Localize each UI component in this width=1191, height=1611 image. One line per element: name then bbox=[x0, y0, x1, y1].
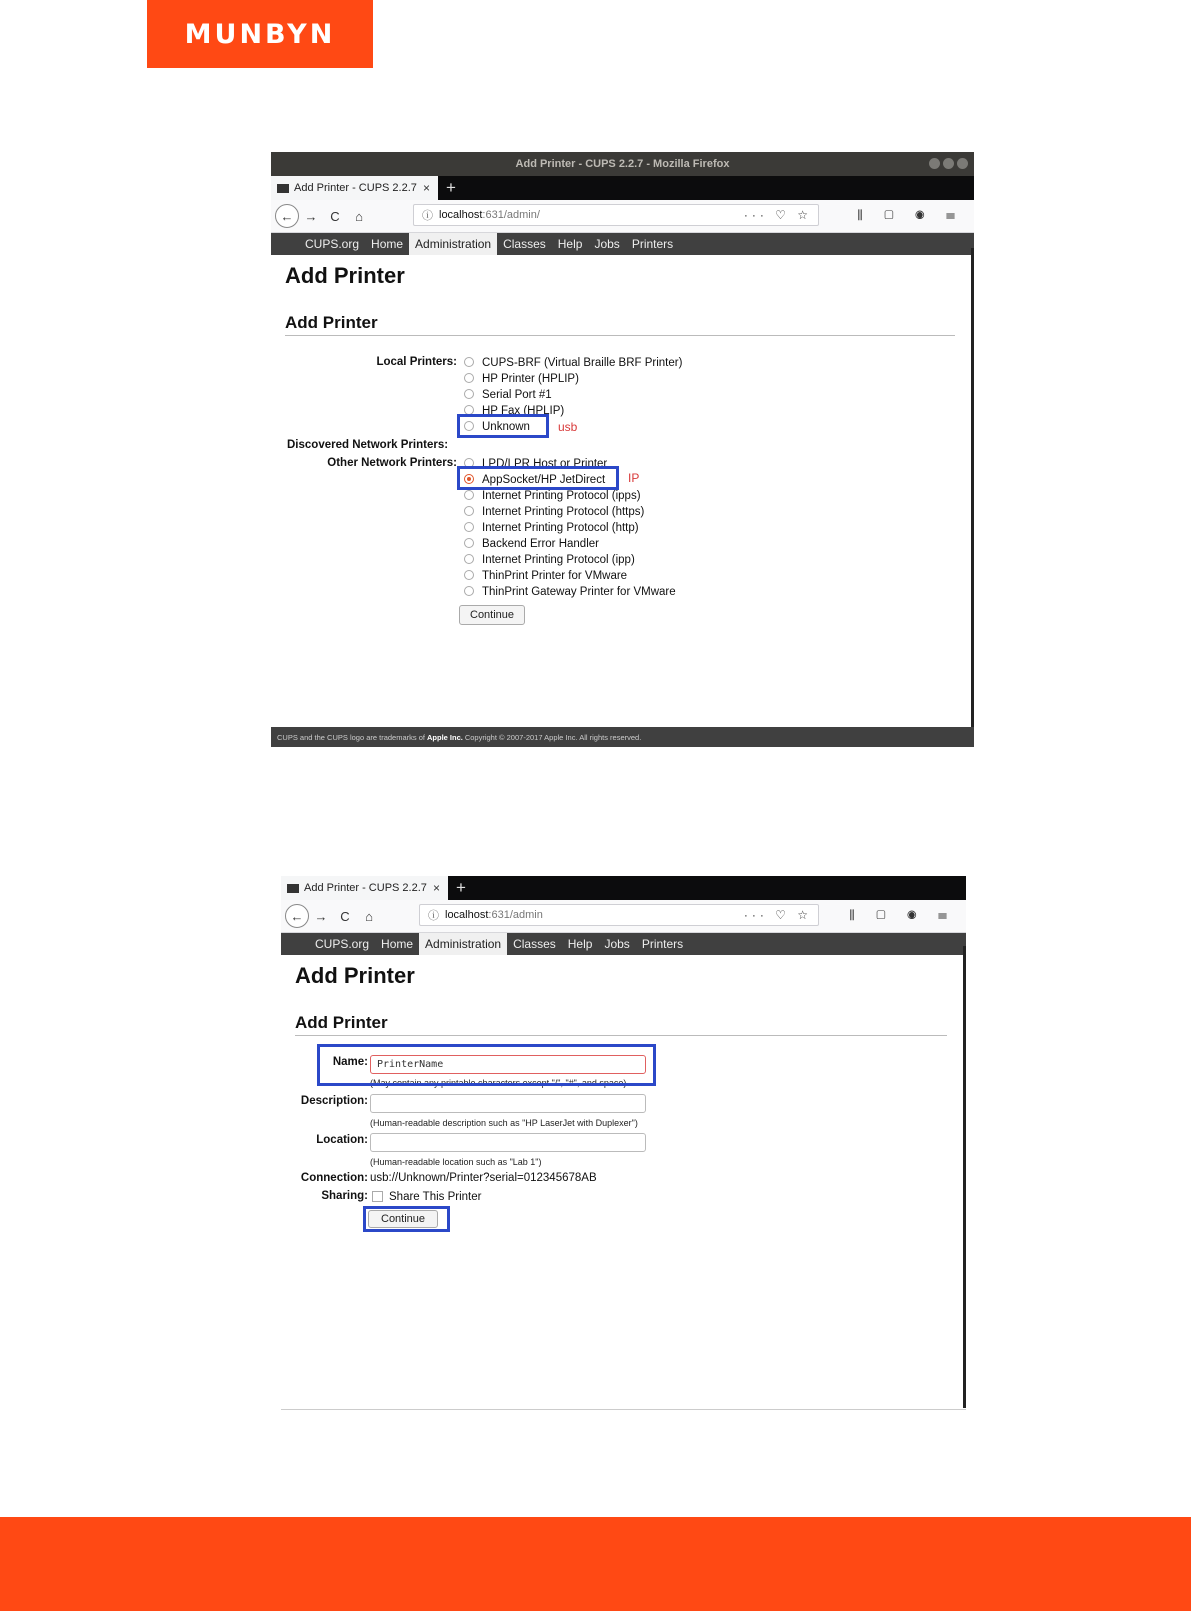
site-info-icon[interactable]: ⓘ bbox=[428, 910, 439, 922]
local-printer-option[interactable]: CUPS-BRF (Virtual Braille BRF Printer) bbox=[464, 357, 682, 369]
nav-administration[interactable]: Administration bbox=[409, 233, 497, 255]
nav-cups-org[interactable]: CUPS.org bbox=[315, 937, 370, 951]
local-printer-unknown[interactable]: Unknown bbox=[464, 421, 530, 433]
section-title: Add Printer bbox=[295, 1013, 947, 1036]
nav-printers[interactable]: Printers bbox=[641, 937, 684, 951]
highlight-unknown bbox=[457, 414, 549, 438]
tab-title: Add Printer - CUPS 2.2.7 bbox=[294, 182, 417, 194]
nav-home[interactable]: Home bbox=[381, 937, 414, 951]
footer-company: Apple Inc. bbox=[427, 732, 463, 742]
cups-nav bbox=[281, 933, 966, 955]
page-content bbox=[271, 255, 974, 344]
network-printer-option[interactable]: ThinPrint Printer for VMware bbox=[464, 570, 627, 582]
local-printer-option[interactable]: HP Printer (HPLIP) bbox=[464, 373, 579, 385]
nav-home[interactable]: Home bbox=[371, 237, 404, 251]
tab-title: Add Printer - CUPS 2.2.7 bbox=[304, 882, 427, 894]
page-title: Add Printer bbox=[295, 963, 415, 988]
screenshot-add-printer-select bbox=[271, 152, 974, 747]
description-hint: (Human-readable description such as "HP LaserJet with Duplexer") bbox=[370, 1118, 638, 1128]
window-edge bbox=[971, 248, 974, 727]
browser-toolbar-icons[interactable]: ⫼ ▢ ◉ ☰ bbox=[849, 908, 956, 922]
discovered-printers-label: Discovered Network Printers: bbox=[287, 439, 449, 451]
sharing-label: Sharing: bbox=[321, 1190, 368, 1202]
back-icon[interactable]: ← bbox=[285, 904, 309, 928]
network-printer-option[interactable]: Backend Error Handler bbox=[464, 538, 599, 550]
section-title: Add Printer bbox=[285, 313, 955, 336]
name-hint: (May contain any printable characters except "/", "#", and space) bbox=[370, 1078, 627, 1088]
other-printers-label: Other Network Printers: bbox=[327, 457, 457, 469]
name-input[interactable]: PrinterName bbox=[370, 1055, 646, 1074]
url-bar[interactable] bbox=[419, 904, 819, 926]
back-icon[interactable]: ← bbox=[275, 204, 299, 228]
page-title: Add Printer bbox=[285, 263, 405, 288]
url-host: localhost bbox=[439, 209, 483, 221]
url-path: :631/admin bbox=[488, 909, 543, 921]
network-printer-appsocket[interactable]: AppSocket/HP JetDirect bbox=[464, 474, 605, 486]
url-path: :631/admin/ bbox=[482, 209, 540, 221]
cups-nav bbox=[271, 233, 974, 255]
nav-jobs[interactable]: Jobs bbox=[594, 237, 620, 251]
nav-help[interactable]: Help bbox=[567, 937, 593, 951]
url-tools-icon[interactable]: ··· ♡ ☆ bbox=[743, 208, 812, 222]
new-tab-icon[interactable]: + bbox=[456, 878, 466, 897]
footer-copyright: Copyright © 2007-2017 Apple Inc. All rights reserved. bbox=[464, 732, 642, 742]
url-host: localhost bbox=[445, 909, 489, 921]
window-title: Add Printer - CUPS 2.2.7 - Mozilla Firefox bbox=[515, 158, 730, 170]
network-printer-option[interactable]: Internet Printing Protocol (ipp) bbox=[464, 554, 635, 566]
brand-footer-band bbox=[0, 1517, 1191, 1611]
page-content bbox=[281, 955, 966, 1044]
munbyn-logo: MUNBYN bbox=[147, 0, 373, 68]
description-label: Description: bbox=[300, 1095, 368, 1107]
browser-tab[interactable] bbox=[281, 876, 448, 900]
annotation-ip: IP bbox=[628, 471, 640, 485]
window-titlebar bbox=[271, 152, 974, 176]
share-printer-checkbox[interactable]: Share This Printer bbox=[372, 1191, 481, 1203]
annotation-usb: usb bbox=[558, 420, 578, 434]
location-label: Location: bbox=[316, 1134, 368, 1146]
cups-favicon-icon bbox=[277, 184, 289, 193]
continue-button[interactable]: Continue bbox=[368, 1210, 438, 1228]
network-printer-option[interactable]: ThinPrint Gateway Printer for VMware bbox=[464, 586, 676, 598]
home-icon[interactable]: ⌂ bbox=[365, 908, 373, 924]
nav-help[interactable]: Help bbox=[557, 237, 583, 251]
cups-favicon-icon bbox=[287, 884, 299, 893]
reload-icon[interactable]: C bbox=[330, 208, 340, 224]
close-tab-icon[interactable]: × bbox=[432, 881, 440, 895]
network-printer-option[interactable]: Internet Printing Protocol (http) bbox=[464, 522, 639, 534]
name-label: Name: bbox=[332, 1056, 368, 1068]
continue-button[interactable]: Continue bbox=[459, 605, 525, 625]
network-printer-option[interactable]: Internet Printing Protocol (https) bbox=[464, 506, 644, 518]
description-input[interactable] bbox=[370, 1094, 646, 1113]
location-input[interactable] bbox=[370, 1133, 646, 1152]
footer-text: CUPS and the CUPS logo are trademarks of bbox=[277, 732, 425, 742]
cups-footer bbox=[271, 727, 974, 747]
highlight-continue bbox=[363, 1206, 450, 1232]
local-printer-option[interactable]: HP Fax (HPLIP) bbox=[464, 405, 564, 417]
local-printers-label: Local Printers: bbox=[376, 356, 457, 368]
forward-icon[interactable]: → bbox=[314, 908, 328, 924]
highlight-name bbox=[317, 1044, 656, 1086]
tab-bar bbox=[281, 876, 966, 900]
window-edge bbox=[963, 946, 966, 1408]
nav-jobs[interactable]: Jobs bbox=[604, 937, 630, 951]
connection-label: Connection: bbox=[300, 1172, 368, 1184]
browser-tab[interactable] bbox=[271, 176, 438, 200]
browser-navbar bbox=[281, 900, 966, 933]
network-printer-option[interactable]: LPD/LPR Host or Printer bbox=[464, 458, 607, 470]
forward-icon[interactable]: → bbox=[304, 208, 318, 224]
tab-bar bbox=[271, 176, 974, 200]
site-info-icon[interactable]: ⓘ bbox=[422, 210, 433, 222]
nav-classes[interactable]: Classes bbox=[503, 237, 546, 251]
browser-toolbar-icons[interactable]: ⫼ ▢ ◉ ☰ bbox=[857, 208, 964, 222]
connection-value: usb://Unknown/Printer?serial=012345678AB bbox=[370, 1172, 597, 1184]
divider bbox=[281, 1409, 966, 1410]
nav-classes[interactable]: Classes bbox=[513, 937, 556, 951]
highlight-appsocket bbox=[457, 466, 619, 490]
screenshot-add-printer-details bbox=[281, 876, 966, 1414]
url-tools-icon[interactable]: ··· ♡ ☆ bbox=[743, 908, 812, 922]
local-printer-option[interactable]: Serial Port #1 bbox=[464, 389, 552, 401]
home-icon[interactable]: ⌂ bbox=[355, 208, 363, 224]
new-tab-icon[interactable]: + bbox=[446, 178, 456, 197]
network-printer-option[interactable]: Internet Printing Protocol (ipps) bbox=[464, 490, 641, 502]
location-hint: (Human-readable location such as "Lab 1") bbox=[370, 1157, 542, 1167]
nav-printers[interactable]: Printers bbox=[631, 237, 674, 251]
url-bar[interactable] bbox=[413, 204, 819, 226]
close-tab-icon[interactable]: × bbox=[422, 181, 430, 195]
nav-administration[interactable]: Administration bbox=[419, 933, 507, 955]
window-controls[interactable] bbox=[929, 158, 968, 169]
reload-icon[interactable]: C bbox=[340, 908, 350, 924]
browser-navbar bbox=[271, 200, 974, 233]
nav-cups-org[interactable]: CUPS.org bbox=[305, 237, 360, 251]
